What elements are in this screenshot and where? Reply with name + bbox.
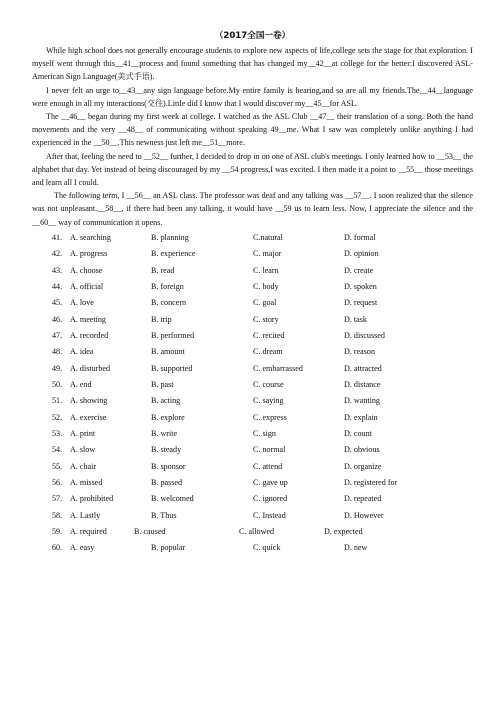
option-row-52 [32,410,473,426]
option-d: D. distance [344,379,381,389]
option-b: B. experience [151,249,196,259]
question-number: 58. [52,510,63,520]
option-a: A. meeting [70,314,106,324]
option-b: B. supported [151,363,193,373]
option-row-45 [32,295,473,311]
option-d: D. obvious [344,445,380,455]
question-number: 59. [52,527,63,537]
option-c: C. major [253,249,282,259]
option-b: B. amount [151,347,185,357]
option-d: D. opinion [344,249,379,259]
option-c: C. embarrassed [253,363,303,373]
option-b: B. trip [151,314,172,324]
question-number: 48. [52,347,63,357]
option-c: C. sign [253,428,276,438]
option-c: C. goal [253,298,277,308]
question-number: 43. [52,265,63,275]
option-a: A. disturbed [70,363,111,373]
option-b: B. acting [151,396,181,406]
option-a: A. recorded [70,330,109,340]
option-b: B. foreign [151,281,184,291]
option-row-41 [32,230,473,246]
option-b: B. sponsor [151,461,186,471]
option-row-60 [32,540,473,556]
option-c: C. recited [253,330,285,340]
option-d: D. However [344,510,384,520]
option-row-58 [32,508,473,524]
option-b: B. Thus [151,510,177,520]
question-number: 52. [52,412,63,422]
option-c: C. body [253,281,279,291]
option-b: B. past [151,379,174,389]
option-c: C. express [253,412,287,422]
option-d: D. expected [324,527,363,537]
option-a: A. end [70,379,92,389]
option-row-50 [32,377,473,393]
cloze-document [32,30,473,557]
option-a: A. showing [70,396,108,406]
option-a: A. searching [70,232,111,242]
option-a: A. progress [70,249,108,259]
option-c: C. dream [253,347,283,357]
option-row-44 [32,279,473,295]
option-b: B. concern [151,298,187,308]
option-a: A. required [70,527,107,537]
option-a: A. Lastly [70,510,101,520]
option-c: C. story [253,314,279,324]
option-c: C. allowed [239,527,275,537]
option-b: B. welcomed [151,494,194,504]
option-row-42 [32,246,473,262]
option-d: D. explain [344,412,378,422]
option-row-46 [32,312,473,328]
option-row-59 [32,524,473,540]
option-d: D. repeated [344,494,382,504]
option-d: D. reason [344,347,376,357]
option-c: C. learn [253,265,279,275]
option-b: B. popular [151,543,186,553]
option-b: B. caused [134,527,166,537]
option-d: D. formal [344,232,376,242]
option-row-56 [32,475,473,491]
question-number: 42. [52,249,63,259]
option-row-54 [32,442,473,458]
option-c: C.natural [253,232,283,242]
option-a: A. exercise [70,412,107,422]
question-number: 46. [52,314,63,324]
option-row-51 [32,393,473,409]
option-c: C. attend [253,461,283,471]
option-d: D. count [344,428,372,438]
option-row-49 [32,361,473,377]
question-number: 51. [52,396,63,406]
option-d: D. request [344,298,378,308]
passage-paragraph-3: The __46__ began during my first week at college. I watched as the ASL Club __47__ their translation of a song. Both the hand movements and the very __48__ of communicating without speaking 49__me. What I saw was completely unlike anything I had experienced in the __50__.This newness just left me__51__more. [32,112,473,148]
option-c: C. gave up [253,478,288,487]
option-c: C. ignored [253,494,288,504]
option-row-47 [32,328,473,344]
option-a: A. choose [70,265,103,275]
option-d: D. discussed [344,330,385,340]
question-number: 60. [52,543,63,553]
question-number: 56. [52,478,63,487]
option-c: C. course [253,379,284,389]
option-a: A. slow [70,445,96,455]
passage-paragraph-4: After that, feeling the need to __52__ further, I decided to drop in on one of ASL club's meetings. I only learned how to __53__ the alphabet that day. Yet instead of being discouraged by my __54 progress,I was excited. I then made it a point to __55__ those meetings and learn all I could. [32,151,473,188]
document-title: （2017全国一卷） [214,31,291,41]
option-d: D. new [344,543,368,553]
option-a: A. prohibited [70,494,114,504]
passage-paragraph-5: The following term, I __56__ an ASL class. The professor was deaf and any talking was __57__. I soon realized that the silence was not unpleasant.__58__, if there had been any talking, it would have __59 us to learn less. Now, I appreciate the silence and the __60__ way of communication it opens. [32,191,473,227]
options-list [32,230,473,557]
option-d: D. registered for [344,478,398,487]
option-d: D. wanting [344,396,380,406]
question-number: 45. [52,298,63,308]
question-number: 54. [52,445,63,455]
option-b: B. passed [151,478,183,487]
option-row-57 [32,491,473,507]
question-number: 49. [52,363,63,373]
passage-paragraph-2: I never felt an urge to__43__any sign language before.My entire family is hearing,and so are all my friends.The__44__language were enough in all my interactions(交往).Little did I know that I would discover my__45__for ASL. [32,85,473,108]
option-row-53 [32,426,473,442]
question-number: 53. [52,428,63,438]
option-row-55 [32,459,473,475]
option-b: B. performed [151,330,195,340]
option-a: A. love [70,298,94,308]
option-d: D. create [344,265,374,275]
option-a: A. missed [70,478,103,487]
option-d: D. attracted [344,363,382,373]
option-a: A. print [70,428,96,438]
passage-paragraph-1: While high school does not generally encourage students to explore new aspects of life,college sets the stage for that exploration. I myself went through this__41__process and found something that has changed my__42__at college for the better:I discovered ASL-American Sign Language(美式手语). [32,46,473,82]
question-number: 44. [52,281,63,291]
option-c: C. normal [253,445,286,455]
option-c: C. Instead [253,510,286,520]
option-c: C. quick [253,543,281,553]
option-b: B. read [151,265,175,275]
question-number: 57. [52,494,63,504]
option-d: D. spoken [344,281,377,291]
question-number: 47. [52,330,63,340]
option-b: B. explore [151,412,185,422]
question-number: 55. [52,461,63,471]
option-d: D. task [344,314,367,324]
option-b: B. write [151,428,178,438]
option-a: A. official [70,281,104,291]
option-d: D. organize [344,461,382,471]
option-a: A. chair [70,461,97,471]
question-number: 50. [52,379,63,389]
option-c: C. saying [253,396,284,406]
option-a: A. easy [70,543,95,553]
option-b: B. planning [151,232,189,242]
question-number: 41. [52,232,63,242]
option-row-43 [32,263,473,279]
option-row-48 [32,344,473,360]
option-b: B. steady [151,445,182,455]
option-a: A. idea [70,347,94,357]
